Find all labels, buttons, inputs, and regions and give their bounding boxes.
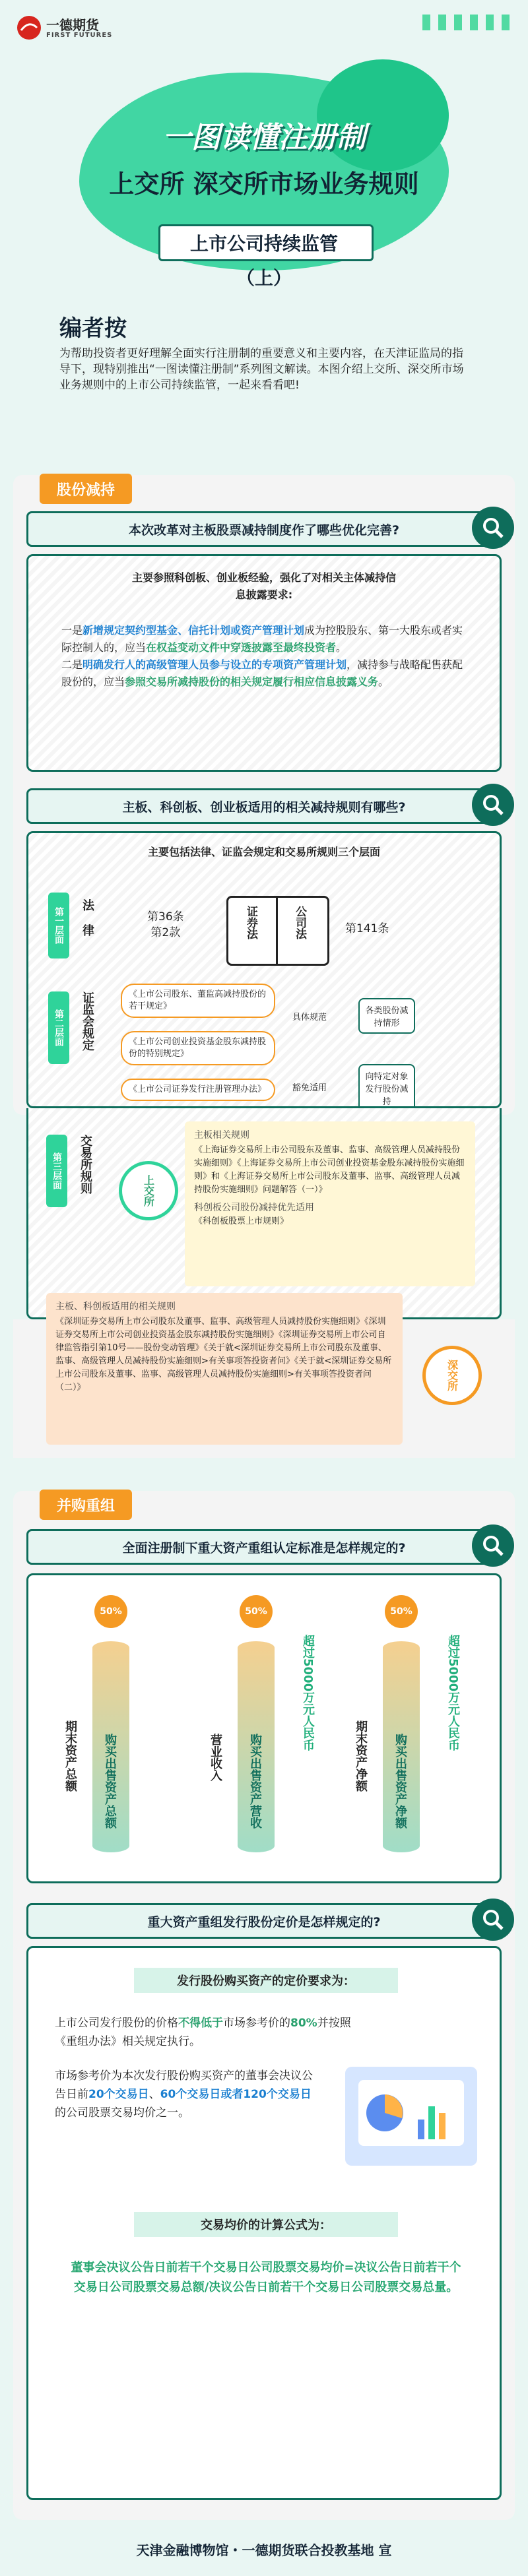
intro-title: 编者按 (59, 315, 127, 342)
layer2-out1: 各类股份减持情形 (358, 998, 415, 1034)
section1-q1 (26, 511, 502, 547)
price-para2: 市场参考价为本次发行股份购买资产的董事会决议公告日前20个交易日、60个交易日或者120个交易日的公司股票交易均价之一。 (55, 2069, 313, 2120)
layer2-doc1: 《上市公司股东、董监高减持股份的若干规定》 (121, 984, 275, 1018)
section1-q2-card (26, 831, 502, 1108)
col3-side-text: 超过5000万元人民币 (446, 1635, 460, 1751)
szse-body: 《深圳证券交易所上市公司股东及董事、监事、高级管理人员减持股份实施细则》《深圳证券交易所上市公司创业投资基金股东减持股份实施细则》《深圳证券交易所上市公司自律监管指引第10号——股份变动管理》《关于就<深圳证券交易所上市公司股东及董事、监事、高级管理人员减持股份实施细则>有关事项答投资者问》《关于就<深圳证券交易所上市公司股东及董事、监事、高级管理人员减持股份实施细则>有关事项答投资者问（二）》 (55, 1317, 392, 1393)
book2-label: 公司法 (293, 906, 306, 939)
search-icon (472, 784, 514, 826)
layer2-tag2: 豁免适用 (292, 1083, 327, 1093)
col2-side-text: 超过5000万元人民币 (301, 1635, 315, 1751)
section2-q2-text: 重大资产重组发行股份定价是怎样规定的? (147, 1914, 381, 1930)
price-para1: 上市公司发行股份的价格不得低于市场参考价的80%并按照《重组办法》相关规定执行。 (55, 2017, 351, 2048)
formula-title: 交易均价的计算公式为： (134, 2212, 398, 2237)
pct-badge-2: 50% (240, 1595, 273, 1628)
point1-highlight1: 新增规定契约型基金、信托计划或资产管理计划 (82, 624, 305, 637)
layer2-tag1: 具体规范 (292, 1013, 327, 1022)
law-book-icon (226, 896, 329, 966)
col2-left-text: 营业收入 (209, 1734, 222, 1781)
section1-q2-lead: 主要包括法律、证监会规定和交易所规则三个层面 (147, 846, 380, 858)
book1-label: 证券法 (244, 906, 257, 939)
section1-q2-text: 主板、科创板、创业板适用的相关减持规则有哪些? (122, 800, 406, 815)
hero-subtitle: 上交所 深交所市场业务规则 (109, 170, 419, 199)
intro-body: 为帮助投资者更好理解全面实行注册制的重要意义和主要内容，在天津证监局的指导下，现特别推出“一图读懂注册制”系列图文解读。本图介绍上交所、深交所市场业务规则中的上市公司持续监管，一起来看看吧! (59, 347, 464, 392)
chart-illustration-icon (345, 2067, 477, 2166)
col3-right-text: 购买出售资产净额 (393, 1734, 407, 1829)
point1-lead: 一是 (61, 624, 83, 637)
sse-title2: 科创板公司股份减持优先适用 (194, 1203, 314, 1213)
section1-q1-lead: 主要参照科创板、创业板经验，强化了对相关主体减持信息披露要求: (131, 571, 396, 601)
layer2-out2: 向特定对象发行股份减持 (358, 1064, 415, 1108)
point1-text: 成为控股股东、第一大股东或者实际控制人的，应当 (61, 624, 463, 654)
layer3-badge: 第三层面 (46, 1135, 67, 1207)
criteria-col-1 (55, 1595, 187, 1872)
price-title: 发行股份购买资产的定价要求为： (134, 1968, 398, 1993)
col2-right-text: 购买出售资产营收 (248, 1734, 262, 1829)
section2-q2-card (26, 1946, 502, 2500)
col1-left-text: 期末资产总额 (63, 1720, 77, 1792)
criteria-col-2 (200, 1595, 332, 1872)
szse-badge: 深交所 (422, 1346, 482, 1405)
hero-title: 一图读懂注册制 (162, 121, 366, 154)
point1-end: 。 (336, 641, 347, 654)
section2-q1 (26, 1529, 502, 1565)
point2-lead: 二是 (61, 658, 83, 671)
layer3-label: 交易所规则 (79, 1135, 92, 1194)
brand-logo (16, 12, 135, 45)
brand-name: 一德期货 (46, 17, 99, 33)
sse-body2: 《科创板股票上市规则》 (194, 1216, 289, 1226)
layer2-doc2: 《上市公司创业投资基金股东减持股份的特别规定》 (121, 1031, 275, 1065)
section1-point2 (61, 656, 467, 691)
footer-text: 天津金融博物馆・一德期货联合投教基地 宣 (136, 2542, 392, 2558)
layer1-art1: 第36条 第2款 (147, 910, 184, 939)
search-icon (472, 1899, 514, 1941)
search-icon (472, 507, 514, 549)
point2-highlight2: 参照交易所减持股份的相关规定履行相应信息披露义务 (125, 675, 379, 688)
section2-q1-text: 全面注册制下重大资产重组认定标准是怎样规定的? (122, 1540, 406, 1555)
layer1-badge: 第一层面 (48, 893, 69, 958)
sse-body: 《上海证券交易所上市公司股东及董事、监事、高级管理人员减持股份实施细则》《上海证券交易所上市公司创业投资基金股东减持股份实施细则》和《上海证券交易所上市公司股东及董事、监事、高级管理人员减持股份实施细则》问题解答（一）》 (194, 1145, 465, 1195)
section1-q1-card (26, 554, 502, 772)
col1-right-text: 购买出售资产总额 (103, 1734, 117, 1829)
criteria-col-3 (345, 1595, 477, 1872)
layer1-art3: 第141条 (345, 922, 389, 935)
point1-highlight2: 在权益变动文件中穿透披露至最终投资者 (146, 641, 337, 654)
section1-point1 (61, 622, 467, 656)
pct-badge-1: 50% (94, 1595, 127, 1628)
section1-q2 (26, 788, 502, 824)
layer2-label: 证监会规定 (81, 991, 94, 1051)
layer1-label: 法律 (81, 899, 94, 949)
brand-sub: FIRST FUTURES (46, 32, 113, 39)
sse-badge: 上交所 (119, 1161, 178, 1220)
layer2-badge: 第二层面 (48, 991, 69, 1064)
szse-box (46, 1293, 403, 1445)
brand-logo-icon (16, 15, 42, 41)
hero-part: （上） (236, 267, 292, 289)
hero-topic: 上市公司持续监管 (189, 233, 338, 255)
point2-highlight1: 明确发行人的高级管理人员参与设立的专项资产管理计划 (82, 658, 347, 671)
search-icon (472, 1524, 514, 1567)
sse-box (185, 1121, 475, 1286)
sse-title: 主板相关规则 (194, 1130, 249, 1141)
szse-title: 主板、科创板适用的相关规则 (55, 1302, 176, 1312)
section1-q1-text: 本次改革对主板股票减持制度作了哪些优化完善? (128, 522, 400, 538)
point2-text: ，减持参与战略配售获配股份的，应当 (61, 658, 463, 688)
section1-tag: 股份减持 (40, 474, 132, 504)
checker-decoration (422, 15, 515, 30)
col3-left-text: 期末资产净额 (354, 1720, 368, 1792)
pct-badge-3: 50% (385, 1595, 418, 1628)
layer2-doc3: 《上市公司证券发行注册管理办法》 (121, 1079, 275, 1101)
point2-end: 。 (378, 675, 389, 688)
section2-q2 (26, 1903, 502, 1939)
section2-tag: 并购重组 (40, 1490, 132, 1520)
formula-text: 董事会决议公告日前若干个交易日公司股票交易均价=决议公告日前若干个交易日公司股票交易总额/决议公告日前若干个交易日公司股票交易总量。 (71, 2261, 461, 2294)
section2-q1-card (26, 1573, 502, 1883)
